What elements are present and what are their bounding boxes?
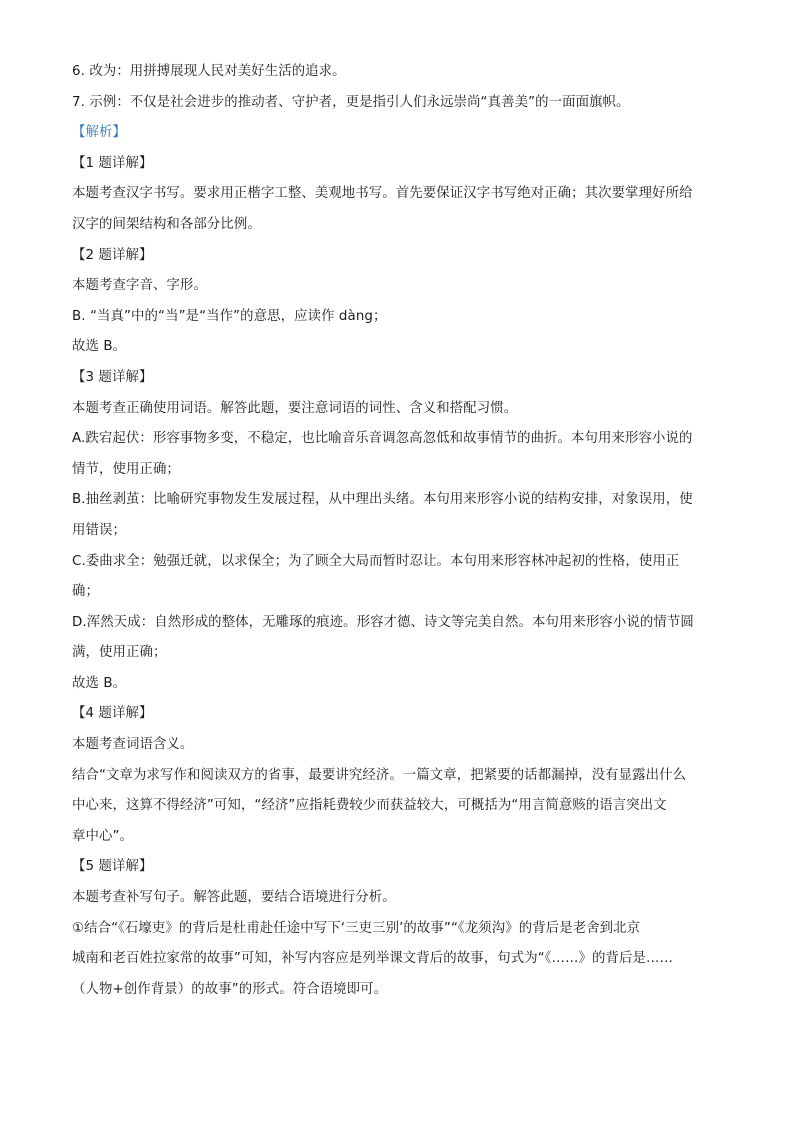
document-body bbox=[72, 62, 722, 1010]
q4-text-intro: 本题考查词语含义。 bbox=[72, 737, 194, 753]
q3-option-b-line-2: 用错误； bbox=[72, 522, 126, 538]
q4-text-line-3: 章中心”。 bbox=[72, 828, 133, 844]
q3-option-c-line-2: 确； bbox=[72, 584, 99, 600]
q2-heading: 【2 题详解】 bbox=[72, 247, 153, 263]
q2-answer: 故选 B。 bbox=[72, 339, 127, 355]
q3-heading: 【3 题详解】 bbox=[72, 369, 153, 385]
q5-text-line-3: （人物+创作背景）的故事”的形式。符合语境即可。 bbox=[72, 981, 388, 997]
q3-answer: 故选 B。 bbox=[72, 675, 127, 691]
answer-7: 7. 示例：不仅是社会进步的推动者、守护者，更是指引人们永远崇尚“真善美”的一面面旗帜。 bbox=[72, 94, 630, 110]
q5-text-line-2: 城南和老百姓拉家常的故事”可知，补写内容应是列举课文背后的故事，句式为“《……》的背后是…… bbox=[72, 951, 673, 967]
q1-heading: 【1 题详解】 bbox=[72, 155, 153, 171]
q3-option-b-line-1: B.抽丝剥茧：比喻研究事物发生发展过程，从中理出头绪。本句用来形容小说的结构安排，对象误用，使 bbox=[72, 492, 693, 508]
q2-text-line-1: 本题考查字音、字形。 bbox=[72, 278, 207, 294]
q4-heading: 【4 题详解】 bbox=[72, 706, 153, 722]
q3-option-c-line-1: C.委曲求全：勉强迁就，以求保全；为了顾全大局而暂时忍让。本句用来形容林冲起初的性格，使用正 bbox=[72, 553, 680, 569]
q5-text-intro: 本题考查补写句子。解答此题，要结合语境进行分析。 bbox=[72, 890, 396, 906]
q3-text-intro: 本题考查正确使用词语。解答此题，要注意词语的词性、含义和搭配习惯。 bbox=[72, 400, 518, 416]
q3-option-d-line-2: 满，使用正确； bbox=[72, 645, 167, 661]
q3-option-a-line-1: A.跌宕起伏：形容事物多变，不稳定，也比喻音乐音调忽高忽低和故事情节的曲折。本句用来形容小说的 bbox=[72, 431, 693, 447]
q5-text-line-1: ①结合“《石壕吏》的背后是杜甫赴任途中写下‘三吏三别’的故事”“《龙须沟》的背后是老舍到北京 bbox=[72, 920, 641, 936]
q4-text-line-2: 中心来，这算不得经济”可知，“经济”应指耗费较少而获益较大，可概括为“用言简意赅的语言突出文 bbox=[72, 798, 667, 814]
q3-option-a-line-2: 情节，使用正确； bbox=[72, 461, 180, 477]
q1-text-line-1: 本题考查汉字书写。要求用正楷字工整、美观地书写。首先要保证汉字书写绝对正确；其次要掌理好所给 bbox=[72, 186, 693, 202]
q1-text-line-2: 汉字的间架结构和各部分比例。 bbox=[72, 216, 261, 232]
answer-6: 6. 改为：用拼搏展现人民对美好生活的追求。 bbox=[72, 64, 346, 79]
q2-text-line-2: B. “当真”中的“当”是“当作”的意思，应读作 dàng； bbox=[72, 308, 387, 324]
analysis-heading: 【解析】 bbox=[72, 125, 126, 141]
q3-option-d-line-1: D.浑然天成：自然形成的整体，无雕琢的痕迹。形容才德、诗文等完美自然。本句用来形容小说的情节圆 bbox=[72, 614, 694, 630]
q4-text-line-1: 结合“文章为求写作和阅读双方的省事，最要讲究经济。一篇文章，把紧要的话都漏掉，没有显露出什么 bbox=[72, 767, 687, 783]
q5-heading: 【5 题详解】 bbox=[72, 859, 153, 875]
